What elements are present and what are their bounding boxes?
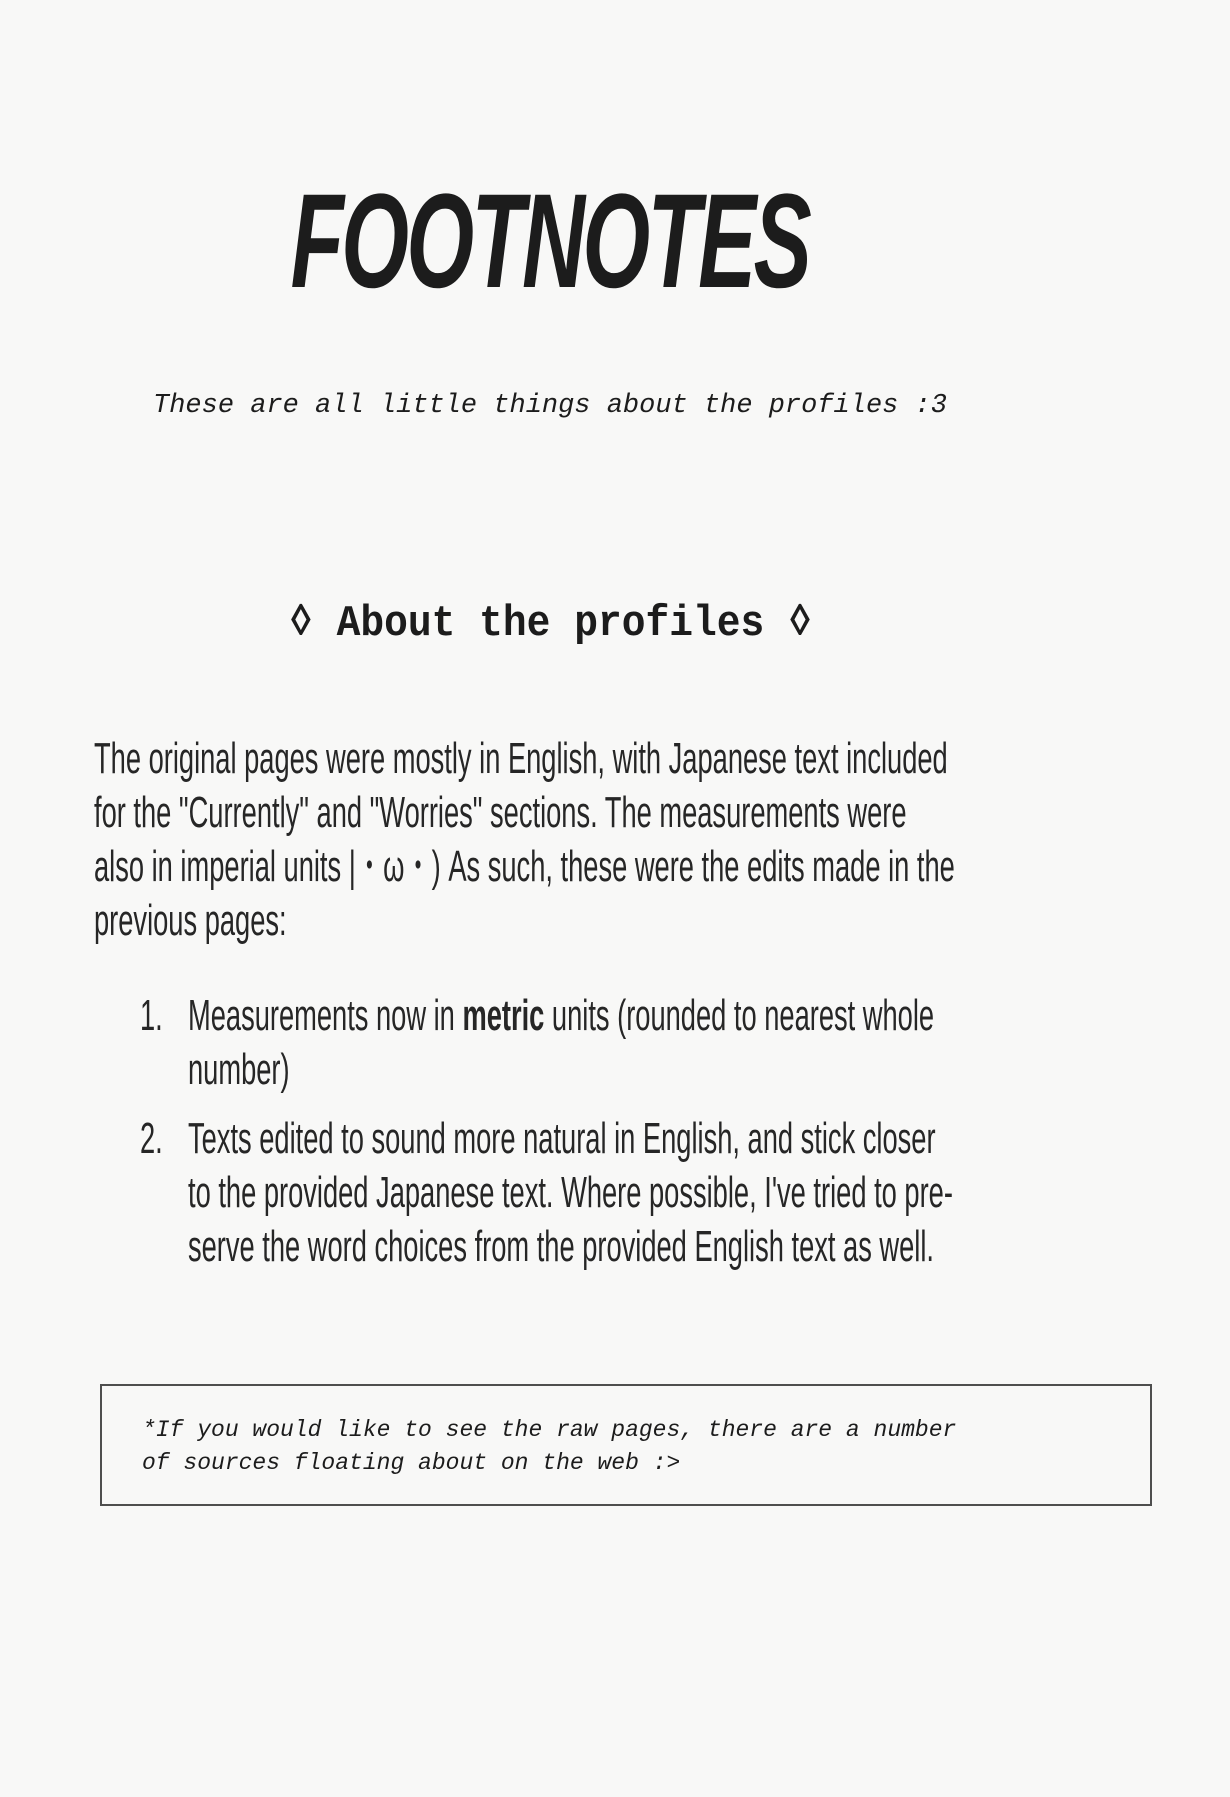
page-title <box>0 167 1100 316</box>
list-item-1-bold-term: metric <box>462 991 545 1040</box>
intro-line-text: previous pages: <box>94 896 287 945</box>
intro-paragraph <box>94 732 1230 948</box>
footnote-box <box>100 1384 1152 1506</box>
section-heading <box>0 594 1100 654</box>
list-item-2-body <box>188 1112 1230 1274</box>
intro-line <box>94 786 1230 840</box>
list-item-2-text: to the provided Japanese text. Where possible, I've tried to pre- <box>188 1168 953 1217</box>
intro-line <box>94 732 1230 786</box>
intro-line <box>94 894 1230 948</box>
list-item-1-body <box>188 989 1230 1097</box>
list-item-1-number: 1. <box>140 991 163 1040</box>
list-item-1-text: number) <box>188 1045 290 1094</box>
list-item-2-line <box>188 1220 1230 1274</box>
list-item-2-line <box>188 1166 1230 1220</box>
list-item-1-text-post: units (rounded to nearest whole <box>544 991 935 1040</box>
list-item-1-text-pre: Measurements now in <box>188 991 463 1040</box>
page-title-text: FOOTNOTES <box>290 167 810 316</box>
footnote-line: of sources floating about on the web :> <box>142 1450 681 1476</box>
footnote-line: *If you would like to see the raw pages, there are a number <box>142 1417 957 1443</box>
list-item-1 <box>140 989 1230 1097</box>
list-item-1-line <box>188 1043 1230 1097</box>
list-item-2-text: serve the word choices from the provided English text as well. <box>188 1222 935 1271</box>
section-heading-text: ◊ About the profiles ◊ <box>288 599 812 649</box>
intro-line-text: The original pages were mostly in English, with Japanese text included <box>94 734 948 783</box>
list-item-2-text: Texts edited to sound more natural in English, and stick closer <box>188 1114 936 1163</box>
list-item-1-line <box>188 989 1230 1043</box>
intro-line-text: for the "Currently" and "Worries" sections. The measurements were <box>94 788 907 837</box>
list-item-2-number: 2. <box>140 1114 163 1163</box>
page-subtitle: These are all little things about the profiles :3 <box>153 391 947 421</box>
list-item-2-line <box>188 1112 1230 1166</box>
intro-line-text: also in imperial units |・ω・) As such, these were the edits made in the <box>94 842 955 891</box>
list-item-2 <box>140 1112 1230 1274</box>
intro-line <box>94 840 1230 894</box>
